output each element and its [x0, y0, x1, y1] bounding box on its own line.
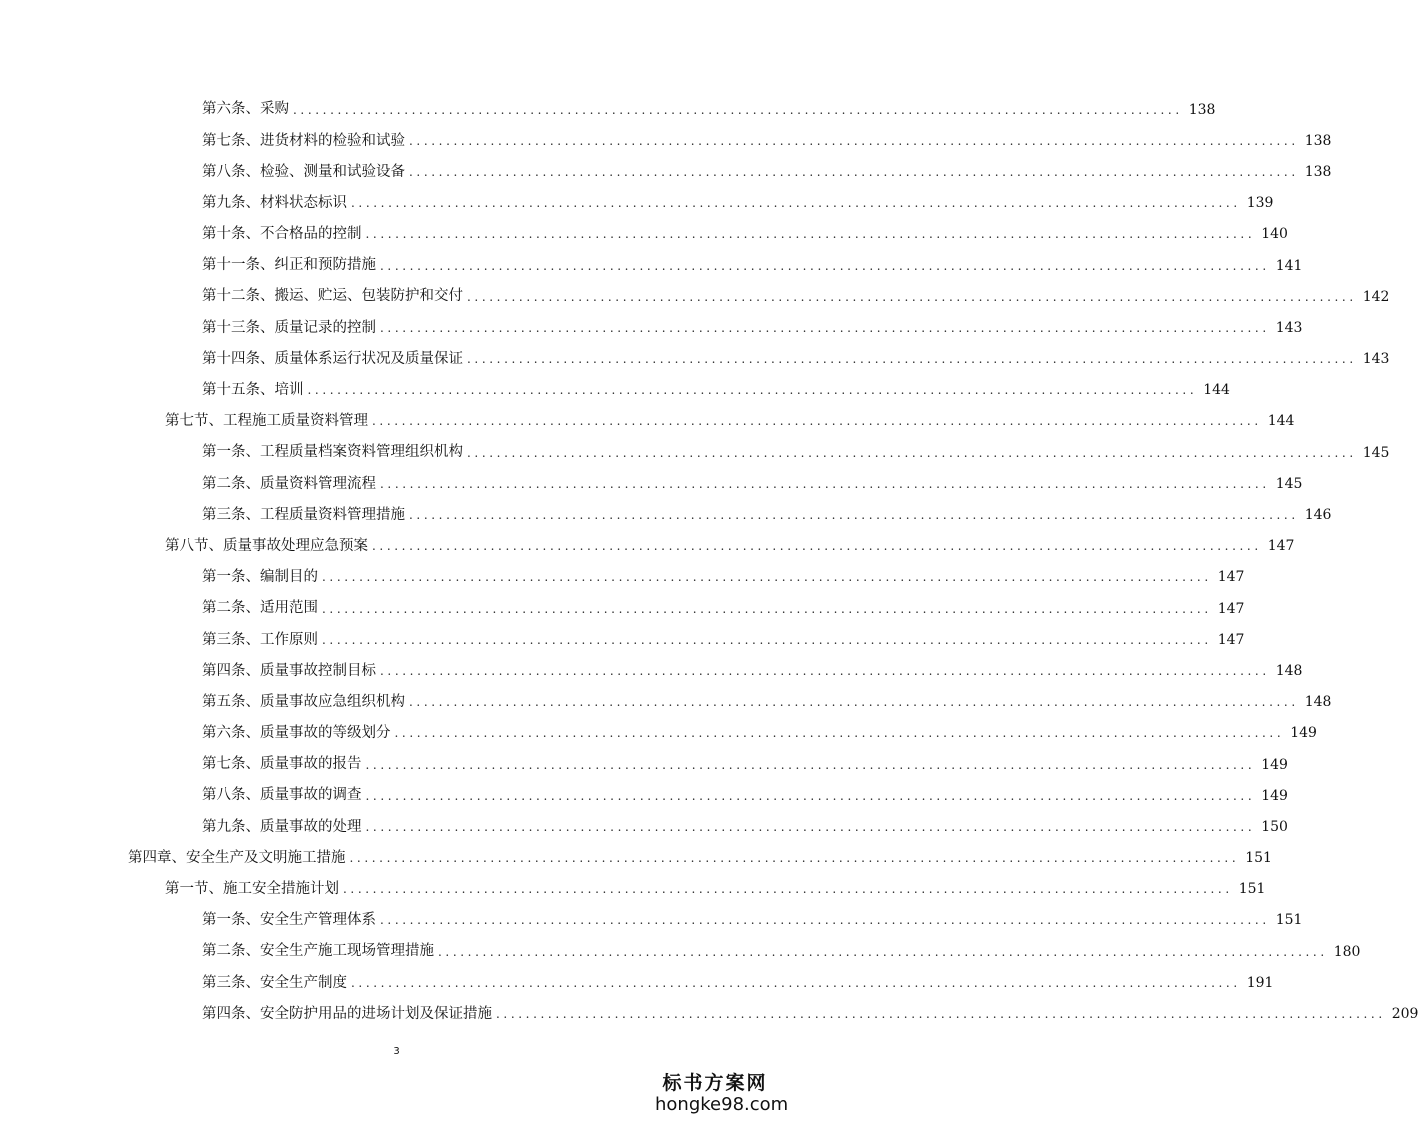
- dot-leader: ........................................................................................................................: [467, 289, 1357, 304]
- toc-entry-title: 第八条、检验、测量和试验设备: [202, 163, 405, 180]
- toc-entry-page: 148: [1304, 694, 1332, 711]
- dot-leader: ........................................................................................................................: [351, 196, 1241, 211]
- toc-entry-title: 第十五条、培训: [202, 382, 304, 399]
- dot-leader: ........................................................................................................................: [343, 882, 1233, 897]
- toc-entry-page: 191: [1246, 974, 1274, 991]
- toc-entry-title: 第三条、工程质量资料管理措施: [202, 506, 405, 523]
- toc-entry-title: 第三条、工作原则: [202, 631, 318, 648]
- dot-leader: ........................................................................................................................: [380, 258, 1270, 273]
- toc-entry-page: 148: [1275, 662, 1303, 679]
- toc-entry-page: 143: [1275, 319, 1303, 336]
- dot-leader: ........................................................................................................................: [438, 944, 1328, 959]
- dot-leader: ........................................................................................................................: [351, 975, 1241, 990]
- toc-entry-page: 145: [1362, 444, 1390, 461]
- dot-leader: ........................................................................................................................: [365, 819, 1256, 834]
- dot-leader: ........................................................................................................................: [322, 632, 1212, 647]
- toc-entry-page: 146: [1304, 507, 1332, 524]
- watermark-logo: [655, 1068, 789, 1115]
- toc-entry[interactable]: [0, 874, 1266, 905]
- toc-entry[interactable]: [0, 998, 1418, 1029]
- dot-leader: ........................................................................................................................: [394, 726, 1285, 741]
- toc-entry[interactable]: [0, 811, 1288, 842]
- toc-entry-title: 第一条、编制目的: [202, 569, 318, 586]
- toc-entry-title: 第三条、安全生产制度: [202, 974, 347, 991]
- toc-entry-title: 第九条、质量事故的处理: [202, 818, 362, 835]
- toc-entry[interactable]: [0, 437, 1390, 468]
- toc-entry[interactable]: [0, 531, 1295, 562]
- dot-leader: ........................................................................................................................: [372, 414, 1262, 429]
- toc-entry[interactable]: [0, 905, 1303, 936]
- toc-entry-page: 147: [1217, 631, 1245, 648]
- toc-entry[interactable]: [0, 655, 1303, 686]
- dot-leader: ........................................................................................................................: [409, 164, 1299, 179]
- toc-entry-title: 第十条、不合格品的控制: [202, 226, 362, 243]
- dot-leader: ........................................................................................................................: [380, 663, 1270, 678]
- dot-leader: ........................................................................................................................: [293, 102, 1183, 117]
- toc-entry[interactable]: [0, 219, 1288, 250]
- toc-entry[interactable]: [0, 593, 1245, 624]
- toc-entry-title: 第八节、质量事故处理应急预案: [165, 537, 368, 554]
- toc-entry-page: 138: [1304, 163, 1332, 180]
- toc-entry[interactable]: [0, 843, 1272, 874]
- toc-entry-title: 第九条、材料状态标识: [202, 194, 347, 211]
- toc-entry-page: 150: [1261, 818, 1288, 835]
- toc-entry[interactable]: [0, 406, 1295, 437]
- toc-entry[interactable]: [0, 125, 1332, 156]
- page-number: 3: [393, 1046, 400, 1057]
- dot-leader: ........................................................................................................................: [322, 570, 1212, 585]
- dot-leader: ........................................................................................................................: [365, 227, 1256, 242]
- toc-entry-page: 180: [1333, 943, 1361, 960]
- toc-entry[interactable]: [0, 344, 1390, 375]
- toc-entry[interactable]: [0, 687, 1332, 718]
- toc-entry-page: 147: [1217, 600, 1245, 617]
- toc-entry-page: 142: [1362, 288, 1390, 305]
- toc-entry-title: 第七条、质量事故的报告: [202, 756, 362, 773]
- dot-leader: ........................................................................................................................: [307, 383, 1198, 398]
- dot-leader: ........................................................................................................................: [380, 320, 1270, 335]
- toc-entry-page: 149: [1290, 725, 1317, 742]
- dot-leader: ........................................................................................................................: [467, 445, 1357, 460]
- toc-entry[interactable]: [0, 156, 1332, 187]
- toc-entry[interactable]: [0, 281, 1390, 312]
- toc-entry[interactable]: [0, 562, 1245, 593]
- toc-entry[interactable]: [0, 936, 1361, 967]
- toc-entry-title: 第一条、工程质量档案资料管理组织机构: [202, 444, 463, 461]
- dot-leader: ........................................................................................................................: [322, 601, 1212, 616]
- dot-leader: ........................................................................................................................: [409, 695, 1299, 710]
- toc-entry[interactable]: [0, 499, 1332, 530]
- toc-entry-page: 138: [1188, 101, 1216, 118]
- toc-entry-page: 151: [1238, 881, 1266, 898]
- watermark-title: 标书方案网: [662, 1072, 768, 1094]
- toc-entry-title: 第二条、适用范围: [202, 600, 318, 617]
- toc-entry-title: 第十三条、质量记录的控制: [202, 319, 376, 336]
- toc-entry[interactable]: [0, 780, 1288, 811]
- toc-entry-page: 144: [1267, 413, 1295, 430]
- toc-entry-title: 第一条、安全生产管理体系: [202, 912, 376, 929]
- dot-leader: ........................................................................................................................: [467, 352, 1357, 367]
- toc-entry-page: 138: [1304, 132, 1332, 149]
- toc-entry-title: 第五条、质量事故应急组织机构: [202, 693, 405, 710]
- toc-entry-title: 第七条、进货材料的检验和试验: [202, 132, 405, 149]
- toc-entry-title: 第十一条、纠正和预防措施: [202, 257, 376, 274]
- toc-entry-page: 151: [1275, 912, 1303, 929]
- toc-entry-page: 151: [1245, 850, 1272, 867]
- dot-leader: ........................................................................................................................: [365, 788, 1256, 803]
- toc-entry-title: 第二条、质量资料管理流程: [202, 475, 376, 492]
- toc-entry-page: 140: [1261, 226, 1288, 243]
- toc-entry[interactable]: [0, 749, 1288, 780]
- toc-entry-title: 第一节、施工安全措施计划: [165, 881, 339, 898]
- toc-entry[interactable]: [0, 967, 1274, 998]
- dot-leader: ........................................................................................................................: [496, 1007, 1386, 1022]
- dot-leader: ........................................................................................................................: [372, 539, 1262, 554]
- toc-entry-page: 144: [1203, 382, 1230, 399]
- dot-leader: ........................................................................................................................: [380, 476, 1270, 491]
- toc-entry-title: 第二条、安全生产施工现场管理措施: [202, 943, 434, 960]
- dot-leader: ........................................................................................................................: [380, 913, 1270, 928]
- toc-entry-page: 141: [1275, 257, 1303, 274]
- toc-entry-page: 139: [1246, 195, 1274, 212]
- toc-entry-page: 147: [1217, 569, 1245, 586]
- toc-entry[interactable]: [0, 718, 1317, 749]
- toc-entry[interactable]: [0, 94, 1216, 125]
- toc-entry-title: 第六条、质量事故的等级划分: [202, 725, 391, 742]
- watermark-url: hongke98.com: [655, 1094, 789, 1115]
- toc-entry-page: 143: [1362, 351, 1390, 368]
- toc-entry-title: 第十二条、搬运、贮运、包装防护和交付: [202, 288, 463, 305]
- toc-entry[interactable]: [0, 468, 1303, 499]
- dot-leader: ........................................................................................................................: [409, 508, 1299, 523]
- dot-leader: ........................................................................................................................: [349, 851, 1240, 866]
- table-of-contents: [0, 94, 1418, 1030]
- toc-entry-title: 第四条、安全防护用品的进场计划及保证措施: [202, 1005, 492, 1022]
- toc-entry[interactable]: [0, 250, 1303, 281]
- toc-entry-page: 149: [1261, 787, 1288, 804]
- dot-leader: ........................................................................................................................: [365, 757, 1256, 772]
- toc-entry[interactable]: [0, 624, 1245, 655]
- dot-leader: ........................................................................................................................: [409, 133, 1299, 148]
- toc-entry[interactable]: [0, 375, 1230, 406]
- toc-entry-page: 149: [1261, 756, 1288, 773]
- toc-entry[interactable]: [0, 312, 1303, 343]
- toc-entry-page: 147: [1267, 538, 1295, 555]
- toc-entry-title: 第八条、质量事故的调查: [202, 787, 362, 804]
- toc-entry-title: 第四章、安全生产及文明施工措施: [128, 849, 346, 866]
- toc-entry-page: 145: [1275, 475, 1303, 492]
- toc-entry-title: 第七节、工程施工质量资料管理: [165, 413, 368, 430]
- toc-entry[interactable]: [0, 188, 1274, 219]
- toc-entry-title: 第六条、采购: [202, 101, 289, 118]
- toc-entry-title: 第十四条、质量体系运行状况及质量保证: [202, 350, 463, 367]
- toc-entry-title: 第四条、质量事故控制目标: [202, 662, 376, 679]
- toc-entry-page: 209: [1391, 1006, 1418, 1023]
